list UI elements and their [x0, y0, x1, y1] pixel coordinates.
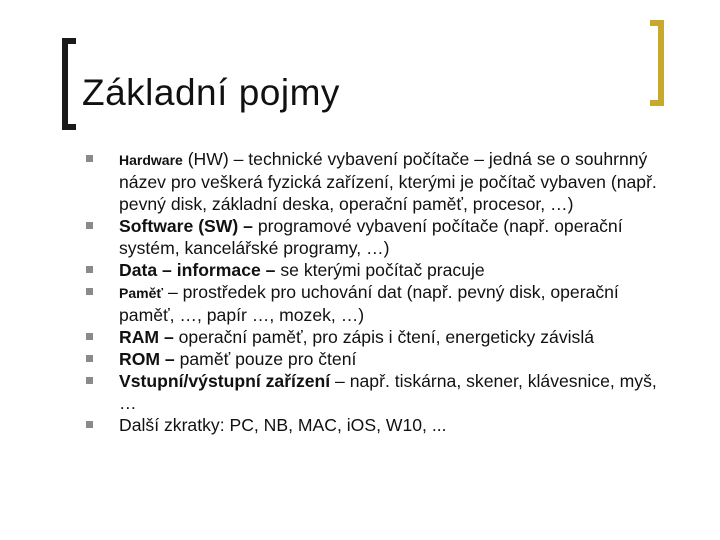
- term-label: Data – informace: [119, 260, 261, 280]
- term-extra: (HW): [182, 149, 229, 169]
- separator: –: [260, 260, 281, 280]
- left-bracket-decoration: [62, 38, 76, 130]
- bullet-square-icon: [86, 288, 93, 295]
- bullet-list: [86, 148, 676, 436]
- list-item-io-devices: [86, 370, 676, 414]
- definition-text: paměť pouze pro čtení: [179, 349, 357, 369]
- definition-text: prostředek pro uchování dat (např. pevný disk, operační paměť, …, papír …, mozek, …): [119, 282, 619, 325]
- term-label: Hardware: [119, 152, 183, 168]
- list-item-hardware: [86, 148, 676, 215]
- term-label: Vstupní/výstupní zařízení: [119, 371, 331, 391]
- term-label: ROM: [119, 349, 161, 369]
- right-bracket-decoration: [650, 20, 664, 106]
- separator: –: [159, 327, 179, 347]
- list-item-software: [86, 215, 676, 259]
- bullet-square-icon: [86, 155, 93, 162]
- list-item-data: [86, 259, 676, 281]
- list-item-rom: [86, 348, 676, 370]
- separator: –: [330, 371, 350, 391]
- bullet-square-icon: [86, 421, 93, 428]
- separator: –: [160, 349, 180, 369]
- page-title: Základní pojmy: [82, 72, 340, 113]
- bullet-square-icon: [86, 377, 93, 384]
- definition-text: Další zkratky: PC, NB, MAC, iOS, W10, ...: [119, 415, 447, 435]
- list-item-abbreviations: [86, 414, 676, 436]
- list-item-memory: [86, 281, 676, 326]
- definition-text: technické vybavení počítače – jedná se o souhrnný název pro veškerá fyzická zařízení, kterými je počítač vybaven (např. pevný disk, základní deska, operační paměť, procesor, …): [119, 149, 657, 214]
- list-item-ram: [86, 326, 676, 348]
- separator: –: [228, 149, 249, 169]
- term-label: Software (SW): [119, 216, 239, 236]
- definition-text: např. tiskárna, skener, klávesnice, myš, …: [119, 371, 657, 413]
- term-label: Paměť: [119, 285, 164, 301]
- definition-text: se kterými počítač pracuje: [280, 260, 485, 280]
- definition-text: operační paměť, pro zápis i čtení, energeticky závislá: [178, 327, 595, 347]
- bullet-square-icon: [86, 355, 93, 362]
- separator: –: [163, 282, 183, 302]
- term-label: RAM: [119, 327, 160, 347]
- definition-text: programové vybavení počítače (např. operační systém, kancelářské programy, …): [119, 216, 623, 258]
- separator: –: [238, 216, 258, 236]
- bullet-square-icon: [86, 222, 93, 229]
- bullet-square-icon: [86, 333, 93, 340]
- bullet-square-icon: [86, 266, 93, 273]
